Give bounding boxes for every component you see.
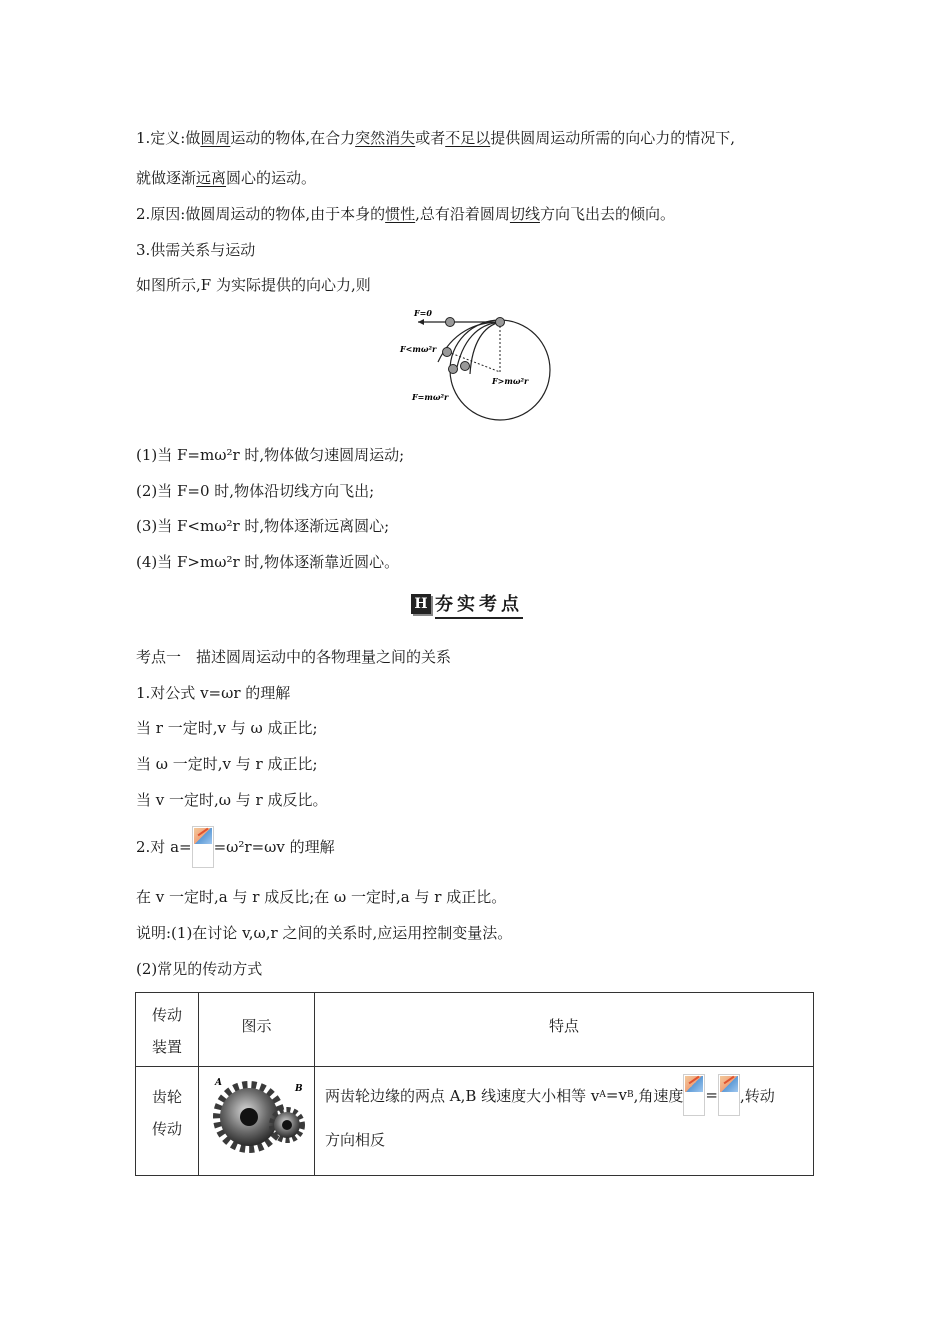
underlined-term: 远离	[196, 169, 227, 187]
text: 就做逐渐	[136, 169, 197, 187]
feature-line-1	[325, 1075, 803, 1115]
case-4: (4)当 F>mω²r 时,物体逐渐靠近圆心。	[136, 553, 400, 571]
fraction-image	[683, 1074, 705, 1116]
formula2-heading	[136, 826, 335, 868]
ball-icon	[461, 362, 470, 371]
formula1-line-3: 当 v 一定时,ω 与 r 成反比。	[136, 791, 328, 809]
text: =ω²r=ωv 的理解	[213, 838, 335, 856]
definition-line-2	[136, 168, 316, 188]
label-less: F<mω²r	[400, 344, 437, 354]
note-1: 说明:(1)在讨论 v,ω,r 之间的关系时,应运用控制变量法。	[136, 924, 513, 942]
text: 方向飞出去的倾向。	[539, 205, 675, 223]
fraction-image	[192, 826, 214, 868]
text: 运动的物体,在合力	[230, 129, 356, 147]
text: 传动	[151, 1120, 182, 1138]
cell-device	[136, 1067, 199, 1176]
subscript: B	[626, 1090, 634, 1100]
label-a: A	[215, 1078, 222, 1088]
table-header-row	[136, 993, 814, 1067]
label-greater: F>mω²r	[492, 376, 529, 386]
text: ,总有沿着圆周	[415, 205, 510, 223]
ball-icon	[446, 318, 455, 327]
text: 2.原因:做圆周运动的物体,由于本身的	[136, 205, 386, 223]
text: 传动	[151, 1006, 182, 1024]
cause-line	[136, 204, 675, 224]
formula1-line-1: 当 r 一定时,v 与 ω 成正比;	[136, 719, 318, 737]
case-3: (3)当 F<mω²r 时,物体逐渐远离圆心;	[136, 517, 390, 535]
cell-figure	[199, 1067, 315, 1176]
label-b: B	[295, 1084, 303, 1094]
text: 圆心的运动。	[226, 169, 317, 187]
underlined-term: 切线	[509, 205, 540, 223]
section-title-text: 夯实考点	[435, 590, 523, 619]
text: 或者	[415, 129, 446, 147]
text: 1.定义:做	[136, 129, 201, 147]
path-greater	[470, 322, 500, 374]
underlined-term: 惯性	[385, 205, 416, 223]
section-badge: H	[411, 594, 431, 614]
arrow-icon	[418, 319, 424, 325]
figure-intro: 如图所示,F 为实际提供的向心力,则	[136, 276, 371, 294]
text: 2.对 a=	[136, 838, 192, 856]
formula1-line-2: 当 ω 一定时,v 与 r 成正比;	[136, 755, 318, 773]
header-device	[136, 993, 199, 1067]
text: ,角速度	[633, 1086, 684, 1105]
formula1-heading: 1.对公式 v=ωr 的理解	[136, 684, 291, 702]
formula2-line-1: 在 v 一定时,a 与 r 成反比;在 ω 一定时,a 与 r 成正比。	[136, 888, 507, 906]
label-f0: F=0	[414, 308, 432, 318]
ball-icon	[443, 348, 452, 357]
ball-icon	[449, 365, 458, 374]
gear-a-icon	[217, 1085, 281, 1149]
underlined-term: 不足以	[445, 129, 491, 147]
transmission-table	[135, 992, 814, 1176]
gear-figure	[199, 1067, 314, 1171]
point-one-heading: 考点一 描述圆周运动中的各物理量之间的关系	[136, 648, 452, 666]
text: 提供圆周运动所需的向心力的情况下,	[490, 129, 735, 147]
underlined-term: 圆周	[200, 129, 231, 147]
text: 齿轮	[151, 1088, 182, 1106]
note-2: (2)常见的传动方式	[136, 960, 263, 978]
case-2: (2)当 F=0 时,物体沿切线方向飞出;	[136, 482, 375, 500]
underlined-term: 突然消失	[355, 129, 416, 147]
label-equal: F=mω²r	[412, 392, 449, 402]
centripetal-force-figure	[396, 302, 556, 422]
text: =v	[605, 1086, 627, 1104]
text: ,转动	[739, 1086, 775, 1105]
table-row	[136, 1067, 814, 1176]
header-feature: 特点	[315, 993, 814, 1067]
supply-heading: 3.供需关系与运动	[136, 241, 256, 259]
ball-icon	[496, 318, 505, 327]
fraction-image	[718, 1074, 740, 1116]
header-figure: 图示	[199, 993, 315, 1067]
section-title	[411, 592, 523, 616]
gear-b-icon	[272, 1110, 302, 1140]
feature-line-2: 方向相反	[325, 1131, 386, 1149]
text: 装置	[151, 1038, 182, 1056]
text: 两齿轮边缘的两点 A,B 线速度大小相等 v	[325, 1086, 600, 1105]
case-1: (1)当 F=mω²r 时,物体做匀速圆周运动;	[136, 446, 405, 464]
text: =	[705, 1086, 718, 1104]
definition-line-1	[136, 128, 735, 148]
cell-feature	[315, 1067, 814, 1176]
subscript: A	[599, 1090, 606, 1100]
